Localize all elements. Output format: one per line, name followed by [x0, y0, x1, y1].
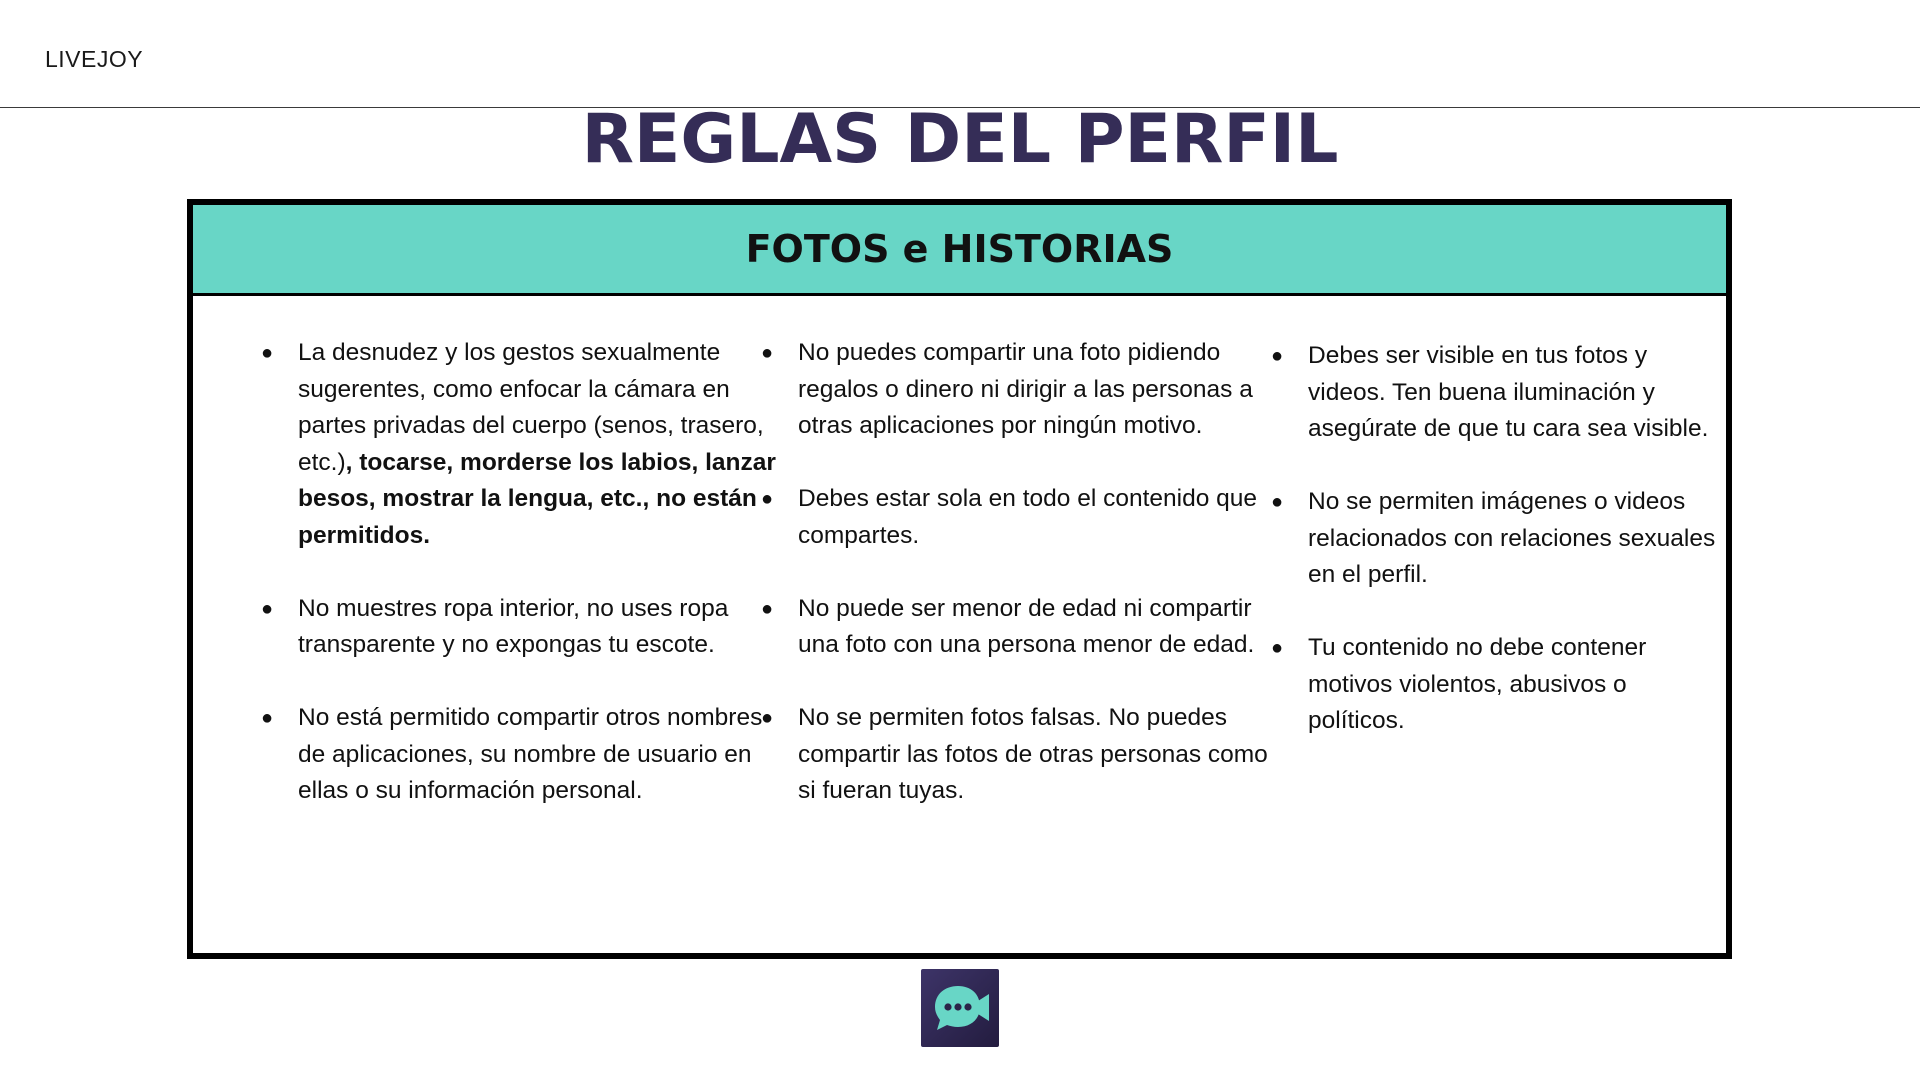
rule-text: No muestres ropa interior, no uses ropa transparente y no expongas tu escote.	[298, 594, 729, 658]
section-header	[193, 205, 1726, 296]
rule-text: No puede ser menor de edad ni compartir una foto con una persona menor de edad.	[798, 594, 1255, 658]
list-item	[693, 481, 1273, 554]
rule-text: La desnudez y los gestos sexualmente sugerentes, como enfocar la cámara en partes privadas del cuerpo (senos, trasero, etc.)	[298, 339, 764, 476]
rule-text: Debes ser visible en tus fotos y videos. Ten buena iluminación y asegúrate de que tu cara sea visible.	[1308, 342, 1709, 442]
list-item	[693, 591, 1273, 664]
list-item	[1203, 484, 1723, 594]
rule-text: No está permitido compartir otros nombres de aplicaciones, su nombre de usuario en ellas o su información personal.	[298, 704, 763, 804]
bullet-icon: ●	[761, 707, 774, 729]
rule-text: Debes estar sola en todo el contenido que compartes.	[798, 485, 1258, 549]
rules-table	[187, 199, 1732, 959]
page-title: REGLAS DEL PERFIL	[581, 100, 1339, 179]
rule-text-bold: , tocarse, morderse los labios, lanzar besos, mostrar la lengua, etc., no están permitidos.	[298, 448, 776, 549]
bullet-icon: ●	[761, 597, 774, 620]
app-logo	[921, 969, 999, 1047]
rules-column-2	[693, 335, 1273, 846]
rule-text: No se permiten imágenes o videos relacionados con relaciones sexuales en el perfil.	[1308, 488, 1716, 588]
bullet-icon: ●	[1271, 637, 1284, 659]
list-item	[1203, 630, 1723, 740]
section-title: FOTOS e HISTORIAS	[745, 227, 1174, 271]
bullet-icon: ●	[261, 597, 274, 620]
bullet-icon: ●	[761, 342, 774, 364]
bullet-icon: ●	[261, 342, 274, 364]
chat-camera-icon	[921, 969, 999, 1047]
list-item	[1203, 338, 1723, 448]
bullet-icon: ●	[1271, 345, 1284, 367]
rules-column-3	[1203, 338, 1723, 776]
rule-text: No puedes compartir una foto pidiendo regalos o dinero ni dirigir a las personas a otras aplicaciones por ningún motivo.	[798, 339, 1253, 439]
list-item	[693, 700, 1273, 810]
bullet-icon: ●	[761, 488, 774, 510]
bullet-icon: ●	[1271, 491, 1284, 513]
brand-label: LIVEJOY	[45, 46, 144, 72]
rule-text: Tu contenido no debe contener motivos violentos, abusivos o políticos.	[1308, 634, 1647, 734]
bullet-icon: ●	[261, 707, 274, 729]
list-item	[693, 335, 1273, 445]
rule-text: No se permiten fotos falsas. No puedes compartir las fotos de otras personas como si fueran tuyas.	[798, 704, 1268, 804]
